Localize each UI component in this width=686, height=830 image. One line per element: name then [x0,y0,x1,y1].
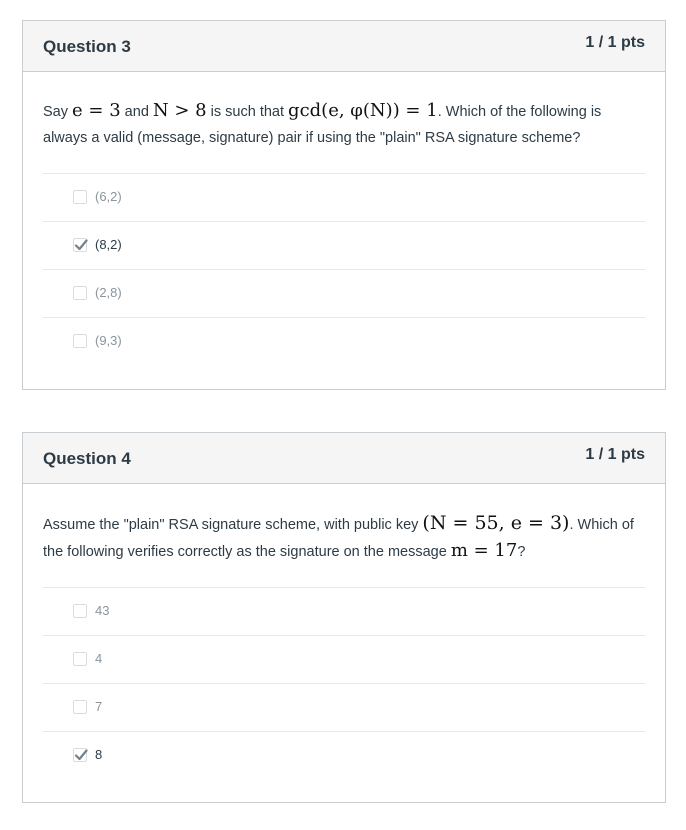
question-title: Question 3 [43,37,131,56]
answer-label: (6,2) [95,189,122,204]
question-points: 1 / 1 pts [585,446,645,463]
answer-option[interactable] [43,731,645,779]
checkbox-checked[interactable] [73,748,87,762]
checkbox[interactable] [73,286,87,300]
answer-option[interactable] [43,683,645,731]
question-text [23,484,665,565]
checkbox[interactable] [73,334,87,348]
answer-label: (8,2) [95,237,122,252]
answer-option[interactable] [43,635,645,683]
answer-label: (9,3) [95,333,122,348]
answer-option[interactable] [43,269,645,317]
math-expression: (N = 55, e = 3) [422,512,570,534]
checkbox-checked[interactable] [73,238,87,252]
question-header [23,433,665,484]
checkbox[interactable] [73,700,87,714]
answer-label: 8 [95,747,103,762]
checkbox[interactable] [73,652,87,666]
question-header [23,21,665,72]
question-card-3 [22,20,666,390]
math-expression: e = 3 [72,100,121,121]
math-expression: gcd(e, φ(N)) = 1 [288,100,438,121]
text-part: Say [43,104,73,120]
text-part: and [120,104,153,120]
math-expression: N > 8 [152,100,207,121]
question-text [23,72,665,151]
answer-label: (2,8) [95,285,122,300]
checkbox[interactable] [73,604,87,618]
answer-list [43,173,645,381]
text-part: ? [517,544,526,560]
answer-option[interactable] [43,221,645,269]
answer-label: 43 [95,603,110,618]
question-points: 1 / 1 pts [585,34,645,51]
checkmark-icon [74,748,88,762]
text-part: . Which of the following is always a valid (message, signature) pair if using the "plain" RSA signature scheme? [43,104,602,146]
text-part: Assume the "plain" RSA signature scheme, with public key [43,517,423,533]
answer-option[interactable] [43,173,645,221]
checkbox[interactable] [73,190,87,204]
question-card-4 [22,432,666,803]
answer-list [43,587,645,795]
answer-label: 7 [95,699,103,714]
answer-option[interactable] [43,317,645,365]
answer-label: 4 [95,651,103,666]
checkmark-icon [74,238,88,252]
answer-option[interactable] [43,587,645,635]
text-part: is such that [206,104,289,120]
math-expression: m = 17 [450,540,518,561]
text-part: . Which of the following verifies correctly as the signature on the message [43,517,634,560]
question-title: Question 4 [43,449,131,468]
